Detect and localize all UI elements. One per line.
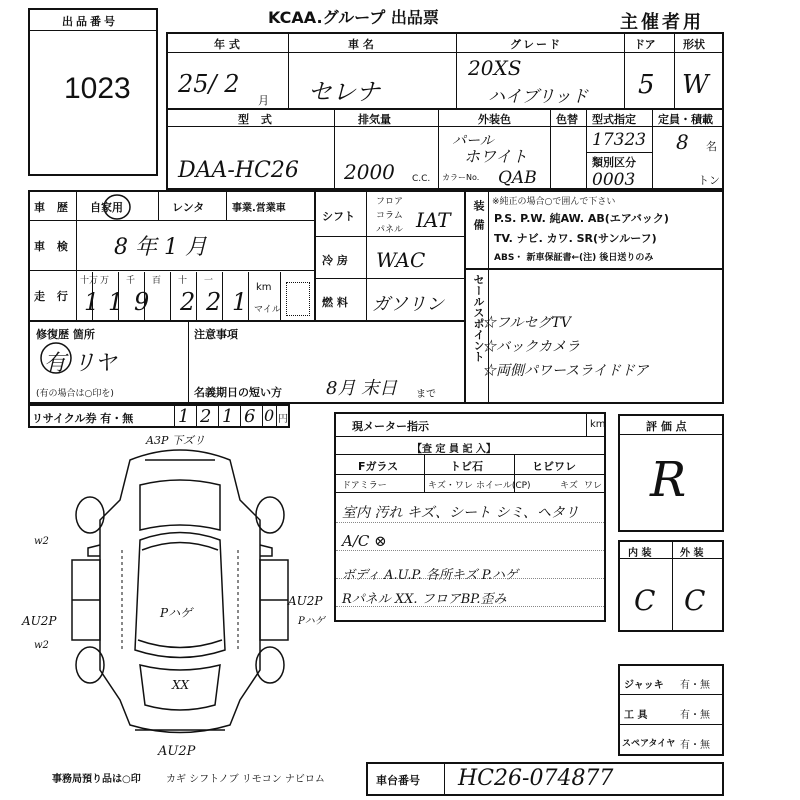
door-label: ドア	[634, 38, 656, 51]
repair-label: 修復歴 箇所	[36, 328, 95, 341]
history-option-private: 自家用	[90, 201, 123, 214]
shape-label: 形状	[683, 38, 705, 51]
history-table	[28, 190, 724, 404]
comment-line-1: 室内 汚れ キズ、シート シミ、ヘタリ	[342, 505, 579, 521]
mileage-digit-6: 1	[232, 288, 248, 316]
spare-tire-option: 有・無	[680, 740, 710, 751]
repair-selected-circle	[38, 340, 74, 376]
stone-label: トビ石	[450, 460, 483, 473]
capacity-unit: 名	[706, 140, 717, 153]
capacity-value: 8	[676, 130, 689, 154]
car-name-value: セレナ	[308, 78, 380, 106]
lot-number-label: 出品番号	[62, 15, 118, 28]
mileage-digit-2: 1	[108, 288, 124, 316]
displacement-value: 2000	[344, 160, 395, 184]
recycle-digit-3: 1	[222, 406, 234, 427]
diagram-mark-right-au2p: AU2P	[288, 594, 323, 608]
vehicle-info-table	[166, 32, 724, 190]
mileage-unit-10k: 万	[100, 276, 110, 286]
ton-unit: トン	[698, 174, 720, 187]
exterior-label: 外 装	[680, 548, 704, 559]
tools-label: 工 具	[624, 710, 648, 721]
km-label: km	[256, 282, 272, 293]
history-label: 車 歴	[34, 201, 72, 214]
lot-number-box	[28, 8, 158, 176]
mileage-unit-10: 十	[178, 276, 188, 286]
mileage-unit-1: 一	[204, 276, 214, 286]
spare-tire-label: スペアタイヤ	[622, 739, 676, 749]
comment-line-3: ボディ A.U.P. 各所キズ P.ハゲ	[342, 568, 519, 583]
recycle-row	[28, 404, 290, 428]
year-value: 25/ 2	[178, 70, 240, 98]
cc-unit: C.C.	[412, 174, 431, 184]
grade-label: 評 価 点	[646, 420, 687, 433]
color-no-value: QAB	[498, 168, 537, 188]
shift-label: シフト	[322, 210, 355, 223]
exterior-value: C	[684, 584, 706, 617]
history-option-rental: レンタ	[172, 201, 205, 214]
accessories-box	[618, 664, 724, 756]
recycle-digit-5: 0	[264, 406, 275, 425]
shape-value: W	[682, 70, 709, 100]
mileage-unit-1k: 千	[126, 276, 136, 286]
shift-option-floor: フロア	[376, 197, 404, 207]
repair-value: 有 リヤ	[44, 351, 117, 376]
capacity-label: 定員・積載	[658, 113, 713, 126]
mileage-unit-100: 百	[152, 276, 162, 286]
chassis-number-box	[366, 762, 724, 796]
model-designation-value: 17323	[592, 130, 647, 150]
grade-label: グレード	[510, 38, 562, 51]
mileage-unit-100k: 十万	[80, 276, 99, 286]
grade-box	[618, 414, 724, 532]
mirror-scratch-label: キズ・ワレ	[428, 481, 473, 491]
equipment-note: ※純正の場合○で囲んで下さい	[492, 197, 616, 207]
classification-label: 類別区分	[592, 156, 636, 169]
grade-value-2: ハイブリッド	[488, 87, 589, 107]
history-selected-circle	[102, 192, 132, 222]
ac-value: WAC	[376, 248, 426, 272]
model-designation-label: 型式指定	[592, 113, 636, 126]
door-value: 5	[638, 70, 655, 100]
chassis-label: 車台番号	[376, 774, 420, 787]
interior-exterior-box	[618, 540, 724, 632]
ac-label: 冷 房	[322, 254, 348, 267]
comment-line-2: A/C ⊗	[342, 532, 387, 550]
model-label: 型 式	[238, 113, 276, 126]
diagram-mark-left-w2-bottom: w2	[34, 640, 49, 651]
fuel-value: ガソリン	[372, 294, 444, 315]
wheel-crack-label: ワレ	[584, 481, 603, 491]
crack-label: ヒビワレ	[532, 460, 576, 473]
notes-label: 注意事項	[194, 328, 238, 341]
repair-note: (有の場合は○印を)	[36, 389, 114, 399]
equipment-label: 装 備	[472, 200, 485, 232]
mileage-digit-5: 2	[206, 288, 222, 316]
interior-label: 内 装	[628, 548, 652, 559]
diagram-mark-right-phage: Pハゲ	[298, 616, 325, 627]
fuel-label: 燃 料	[322, 296, 348, 309]
deadline-suffix: まで	[416, 389, 436, 400]
color-no-label: カラーNo.	[442, 173, 480, 182]
form-title: KCAA.グループ 出品票	[268, 8, 439, 27]
comment-line-4: Rパネル XX. フロアBP.歪み	[342, 592, 507, 607]
inspector-table	[334, 412, 606, 622]
wheel-scratch-label: キズ	[560, 481, 578, 491]
classification-value: 0003	[592, 170, 636, 190]
sales-point-1: ☆フルセグTV	[482, 315, 571, 331]
door-mirror-label: ドアミラー	[342, 481, 387, 491]
recycle-label: リサイクル券 有・無	[32, 412, 134, 425]
mileage-digit-4: 2	[180, 288, 196, 316]
meter-label: 現メーター指示	[352, 420, 429, 433]
history-option-business: 事業.営業車	[232, 203, 286, 214]
office-items: カギ シフトノブ リモコン ナビロム	[166, 774, 325, 785]
jack-option: 有・無	[680, 680, 710, 691]
diagram-mark-front: A3P 下ズリ	[146, 434, 205, 447]
organizer-label: 主催者用	[620, 12, 704, 33]
lot-number-value: 1023	[64, 72, 131, 105]
jack-label: ジャッキ	[624, 680, 664, 691]
shift-option-column: コラム	[376, 211, 403, 221]
office-note: 事務局預り品は○印	[52, 774, 141, 785]
exterior-color-label: 外装色	[478, 113, 511, 126]
color-change-label: 色替	[556, 113, 578, 126]
sales-point-3: ☆両側パワースライドドア	[482, 363, 649, 379]
deadline-value: 8月 末日	[326, 378, 398, 399]
grade-value: R	[650, 452, 687, 508]
diagram-mark-bottom-au2p: AU2P	[158, 744, 196, 759]
diagram-mark-rear-xx: XX	[172, 678, 190, 692]
model-value: DAA-HC26	[178, 158, 299, 183]
displacement-label: 排気量	[358, 113, 391, 126]
inspector-title: 【査 定 員 記 入】	[412, 444, 496, 455]
f-glass-label: Fガラス	[358, 460, 399, 473]
diagram-mark-center-phage: Pハゲ	[160, 606, 193, 620]
diagram-mark-left-au2p: AU2P	[22, 614, 57, 628]
exterior-color-value-2: ホワイト	[464, 147, 528, 166]
chassis-value: HC26-074877	[458, 766, 614, 791]
month-unit: 月	[258, 94, 269, 107]
year-label: 年 式	[214, 38, 240, 51]
shift-value: IAT	[416, 208, 451, 232]
mileage-digit-3: 9	[134, 288, 150, 316]
shaken-value: 8 年 1 月	[114, 235, 207, 260]
grade-value-1: 20XS	[468, 56, 522, 80]
interior-value: C	[634, 584, 656, 617]
recycle-digit-2: 2	[200, 406, 212, 427]
equipment-line-1: P.S. P.W. 純AW. AB(エアバック)	[494, 212, 669, 225]
mile-checkbox	[286, 282, 310, 316]
shaken-label: 車 検	[34, 240, 72, 253]
tools-option: 有・無	[680, 710, 710, 721]
car-damage-diagram	[60, 440, 300, 740]
exterior-color-value-1: パール	[452, 133, 494, 149]
wheel-label: ホイール(CP)	[476, 481, 531, 491]
sales-points-label: セールスポイント	[472, 274, 485, 362]
mileage-digit-1: 1	[84, 288, 100, 316]
mile-label: マイル	[254, 305, 281, 315]
sales-point-2: ☆バックカメラ	[482, 339, 580, 355]
mileage-label: 走 行	[34, 290, 72, 303]
recycle-digit-1: 1	[178, 406, 190, 427]
equipment-line-2: TV. ナビ. カワ. SR(サンルーフ)	[494, 232, 657, 245]
car-name-label: 車 名	[348, 38, 374, 51]
meter-km-unit: km	[590, 419, 606, 430]
equipment-line-3: ABS・ 新車保証書←(注) 後日送りのみ	[494, 253, 654, 263]
recycle-digit-4: 6	[244, 406, 256, 427]
shift-option-panel: パネル	[376, 225, 404, 235]
deadline-label: 名義期日の短い方	[194, 386, 282, 399]
yen-unit: 円	[278, 414, 288, 425]
diagram-mark-left-w2-top: w2	[34, 536, 49, 547]
